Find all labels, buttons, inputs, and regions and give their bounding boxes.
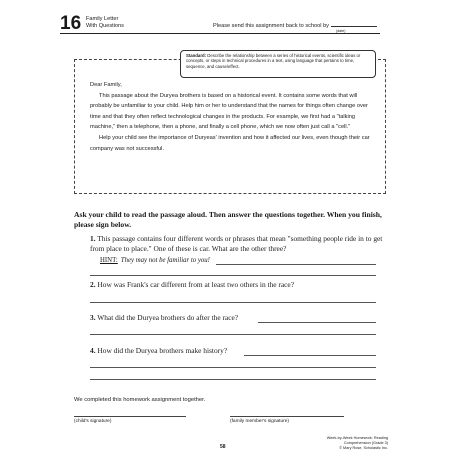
child-signature-line[interactable] [74,416,186,417]
answer-line[interactable] [90,367,376,368]
standard-box [180,50,376,78]
family-signature-line[interactable] [230,416,344,417]
child-signature-label: (child's signature) [74,419,112,424]
family-signature-label: (family member's signature) [230,419,290,424]
label-line-1: Family Letter [86,16,119,22]
completion-statement: We completed this homework assignment together. [74,397,206,403]
question-text: This passage contains four different words or phrases that mean "something people ride in to get from place to place." One of these is car. What are the other three? [90,234,383,253]
answer-line[interactable] [244,355,376,356]
header-rule [60,33,380,34]
family-letter [90,80,374,154]
question-text: How was Frank's car different from at least two others in the race? [97,280,294,289]
return-date-text: Please send this assignment back to school by [213,23,329,29]
question-2 [90,280,386,290]
label-line-2: With Questions [86,22,124,29]
letter-greeting: Dear Family, [90,82,122,88]
date-label: (date) [336,29,346,33]
credit-line-1: Week-by-Week Homework: Reading Comprehension (Grade 3) [326,436,388,445]
assignment-type-label [86,16,124,29]
letter-paragraph-2: Help your child see the importance of Duryeas' invention and how it affected our lives, even though their car company was not successful. [90,134,370,152]
standard-label: Standard: [186,53,207,58]
letter-paragraph-1: This passage about the Duryea brothers is based on a historical event. It contains some words that will probably be unfamiliar to your child. Help him or her to understand that the names for things often change over time and that they often reflect technological changes in the products. For example, we first had a "talking machine," then a telephone, then a phone, and finally a cell phone, which we now often just call a "cell." [90,92,368,131]
answer-line[interactable] [90,334,376,335]
return-date-blank[interactable] [331,20,377,27]
credit-line-2: © Mary Rose, Scholastic Inc. [339,445,388,450]
return-date-prompt [213,20,377,29]
answer-line[interactable] [216,264,376,265]
hint [100,257,210,264]
question-number: 3. [90,313,96,322]
standard-text: Describe the relationship between a series of historical events, scientific ideas or concepts, or steps in technical procedures in a text, using language that pertains to time, sequence, and cause/effect. [186,53,361,69]
question-text: What did the Duryea brothers do after the race? [97,313,239,322]
assignment-number: 16 [60,13,82,34]
credit-line [318,436,388,450]
question-number: 4. [90,346,96,355]
instructions: Ask your child to read the passage aloud. Then answer the questions together. When you finish, please sign below. [74,210,382,229]
answer-line[interactable] [90,379,376,380]
question-1 [90,234,386,254]
question-number: 1. [90,234,96,243]
answer-line[interactable] [90,302,376,303]
hint-label: HINT: [100,257,118,264]
hint-text: They may not be familiar to you! [120,257,210,264]
answer-line[interactable] [90,275,376,276]
question-number: 2. [90,280,96,289]
question-text: How did the Duryea brothers make history? [97,346,228,355]
answer-line[interactable] [258,322,376,323]
page-number: 58 [220,444,226,450]
